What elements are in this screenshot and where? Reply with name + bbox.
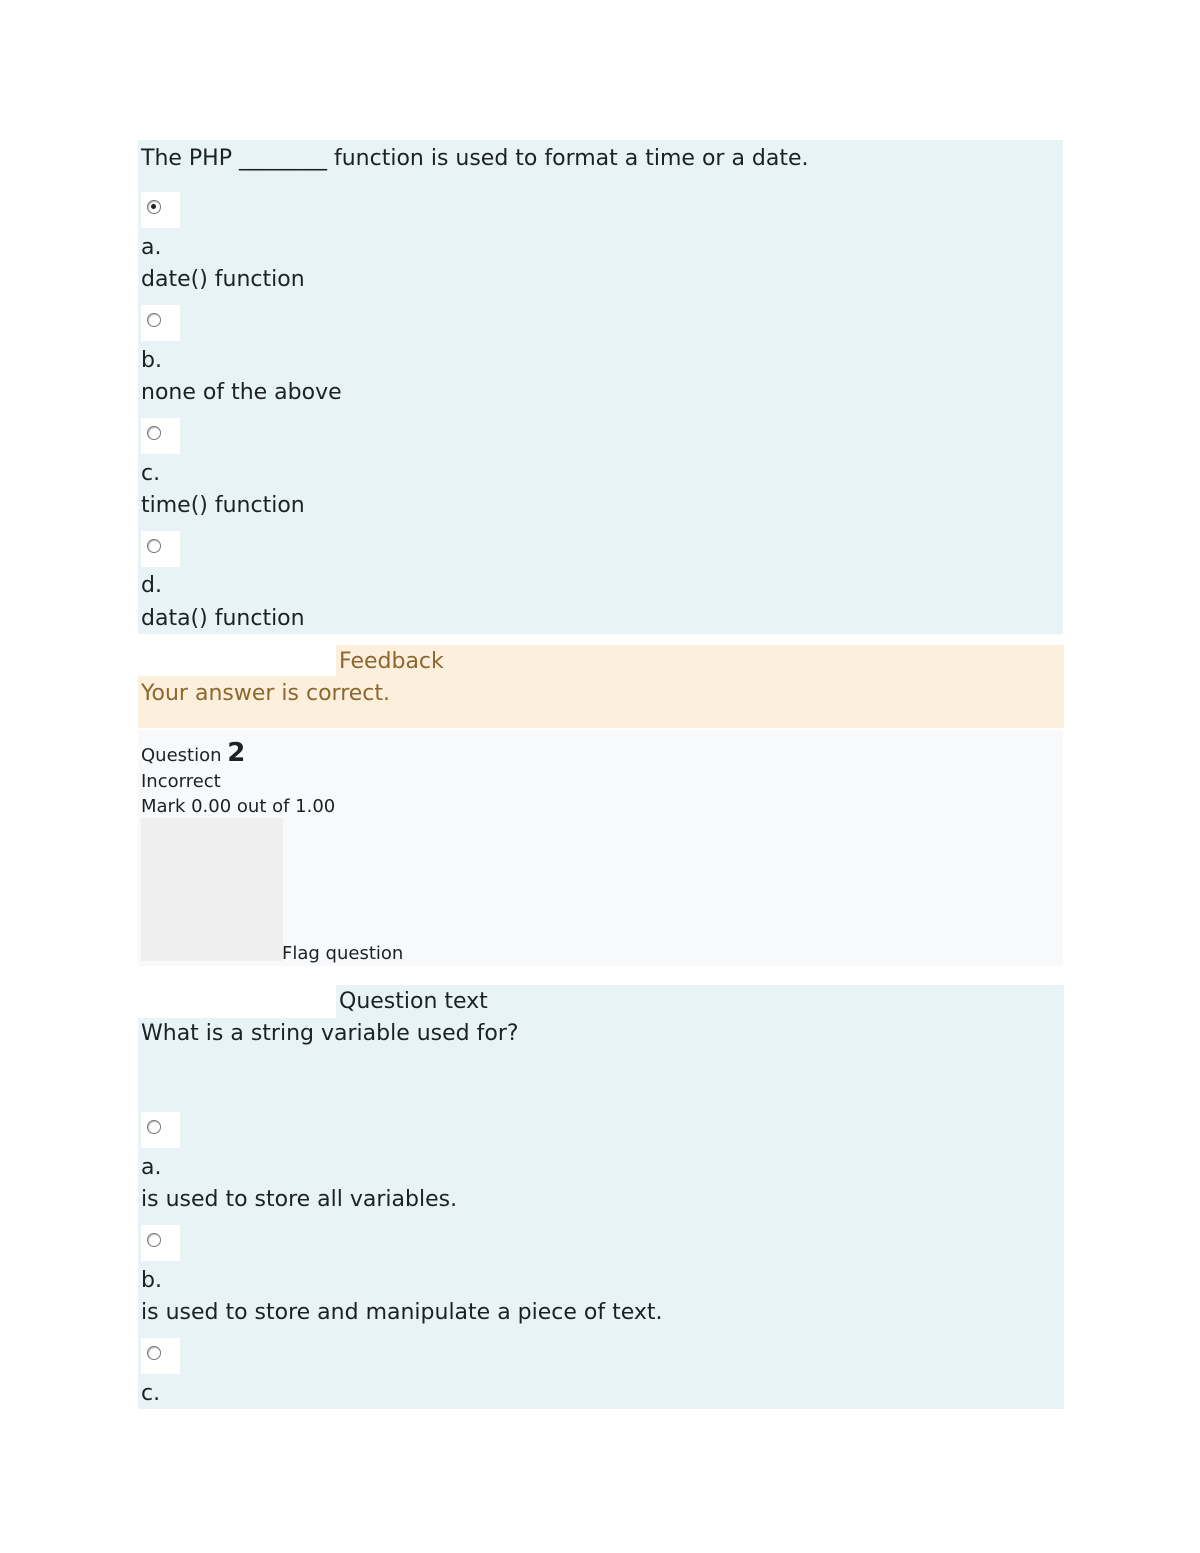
option-a-radio-box[interactable]: [141, 192, 180, 228]
radio-button[interactable]: [147, 313, 161, 327]
question-label: Question: [141, 745, 222, 766]
option-d-letter: d.: [141, 573, 162, 598]
option-b-letter: b.: [141, 1268, 162, 1293]
option-a-radio-box[interactable]: [141, 1112, 180, 1148]
radio-button[interactable]: [147, 1120, 161, 1134]
question-2-block: [138, 985, 1064, 1409]
question-state: Incorrect: [141, 771, 221, 792]
flag-icon-placeholder[interactable]: [141, 818, 283, 961]
option-c-radio-box[interactable]: [141, 418, 180, 454]
radio-button-checked[interactable]: [147, 200, 161, 214]
question-1-block: [138, 140, 1063, 634]
radio-button[interactable]: [147, 539, 161, 553]
feedback-heading: Feedback: [339, 649, 444, 674]
option-a-text[interactable]: date() function: [141, 267, 305, 292]
feedback-block: [138, 645, 1064, 728]
option-d-text[interactable]: data() function: [141, 606, 305, 631]
option-c-radio-box[interactable]: [141, 1338, 180, 1374]
option-b-radio-box[interactable]: [141, 305, 180, 341]
option-c-letter: c.: [141, 1381, 161, 1406]
option-a-letter: a.: [141, 235, 162, 260]
question-2-text: What is a string variable used for?: [141, 1021, 519, 1046]
option-c-text[interactable]: time() function: [141, 493, 305, 518]
radio-button[interactable]: [147, 426, 161, 440]
radio-button[interactable]: [147, 1346, 161, 1360]
option-b-radio-box[interactable]: [141, 1225, 180, 1261]
flag-question-link[interactable]: Flag question: [282, 943, 404, 964]
question-mark: Mark 0.00 out of 1.00: [141, 796, 336, 817]
option-b-letter: b.: [141, 348, 162, 373]
feedback-text: Your answer is correct.: [141, 681, 391, 706]
option-b-text[interactable]: none of the above: [141, 380, 342, 405]
question-number-line: [141, 738, 246, 768]
option-c-letter: c.: [141, 461, 161, 486]
option-a-letter: a.: [141, 1155, 162, 1180]
question-1-text: The PHP ________ function is used to format a time or a date.: [141, 146, 809, 171]
option-b-text[interactable]: is used to store and manipulate a piece of text.: [141, 1300, 663, 1325]
radio-button[interactable]: [147, 1233, 161, 1247]
option-d-radio-box[interactable]: [141, 531, 180, 567]
question-2-info: [138, 730, 1063, 966]
question-number: 2: [227, 738, 246, 768]
question-text-heading: Question text: [339, 989, 488, 1014]
option-a-text[interactable]: is used to store all variables.: [141, 1187, 458, 1212]
